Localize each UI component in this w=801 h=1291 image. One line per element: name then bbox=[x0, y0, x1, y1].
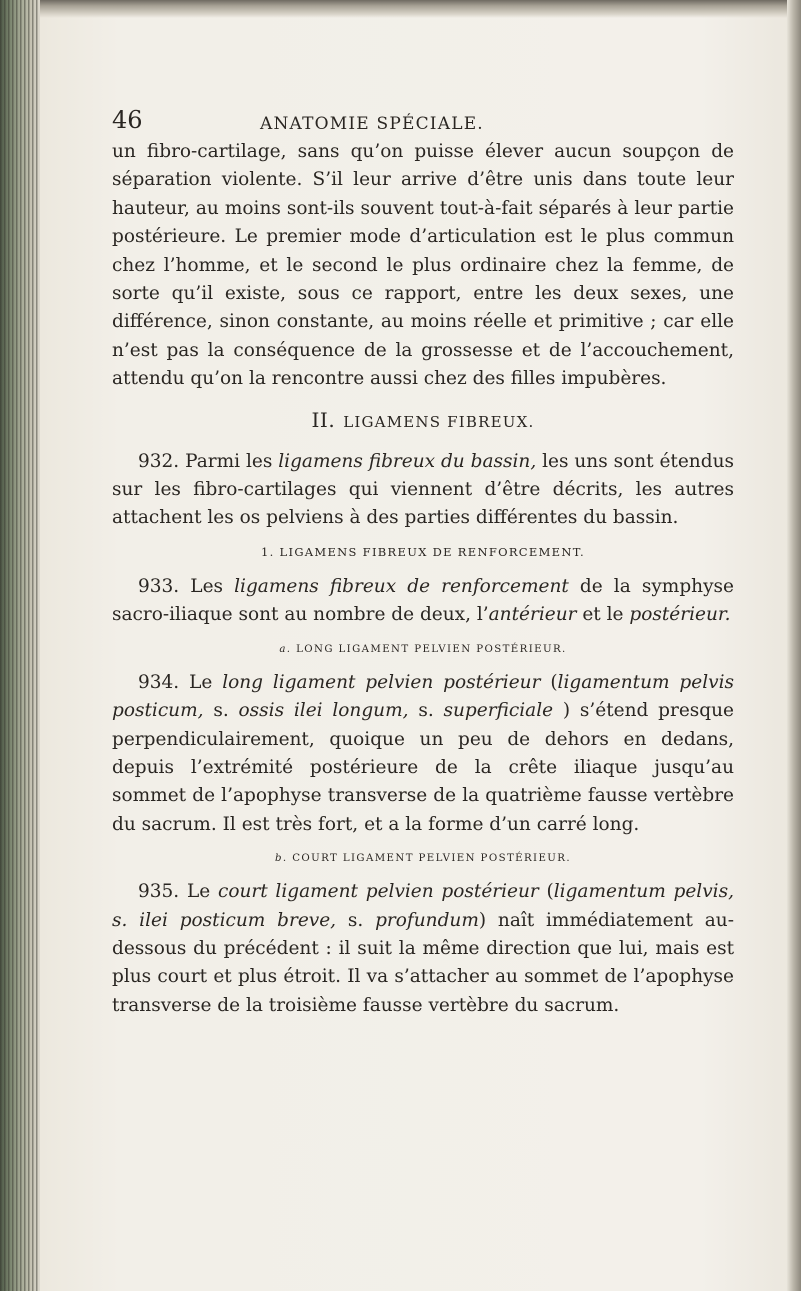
paragraph-932: 932. Parmi les ligamens fibreux du bassin, les uns sont étendus sur les fibro-cartilages qui viennent d’être décrits, les autres attachent les os pelviens à des parties différentes du bassin. bbox=[112, 450, 734, 529]
paragraph-number: 935. bbox=[138, 881, 180, 903]
paragraph-number: 932. bbox=[138, 450, 180, 472]
book-binding-edge bbox=[0, 0, 40, 1291]
paragraph-number: 934. bbox=[138, 671, 180, 693]
subsubsection-heading-b: b. COURT LIGAMENT PELVIEN POSTÉRIEUR. bbox=[274, 853, 572, 865]
subsection-heading-1: 1. LIGAMENS FIBREUX DE RENFORCEMENT. bbox=[261, 544, 585, 559]
paragraph-935: 935. Le court ligament pelvien postérieur (ligamentum pelvis, s. ilei posticum breve, s. profundum) naît immédiatement au-dessous du précédent : il suit la même direction que lui, mais est plus court et plus étroit. Il va s’attacher au sommet de l’apophyse transverse de la troisième fausse vertèbre du sacrum. bbox=[112, 881, 734, 1016]
paragraph-number: 933. bbox=[138, 575, 180, 597]
subsubsection-heading-a: a. LONG LIGAMENT PELVIEN POSTÉRIEUR. bbox=[279, 643, 567, 655]
paragraph-934: 934. Le long ligament pelvien postérieur (ligamentum pelvis posticum, s. ossis ilei longum, s. superficiale ) s’étend presque perpendiculairement, quoique un peu de dehors en dedans, depuis l’extrémité postérieure de la crête iliaque jusqu’au sommet de l’apophyse transverse de la quatrième fausse vertèbre du sacrum. Il est très fort, et a la forme d’un carré long. bbox=[112, 671, 735, 835]
paragraph-933: 933. Les ligamens fibreux de renforcement de la symphyse sacro-iliaque sont au nombre de deux, l’antérieur et le postérieur. bbox=[112, 575, 734, 626]
section-numeral: II. bbox=[311, 407, 336, 432]
page-top-edge bbox=[0, 0, 801, 18]
page-header bbox=[112, 106, 732, 140]
section-title: LIGAMENS FIBREUX. bbox=[343, 412, 535, 431]
page-number: 46 bbox=[112, 106, 143, 134]
paragraph-continuation: un fibro-cartilage, sans qu’on puisse élever aucun soupçon de séparation violente. S’il leur arrive d’être unis dans toute leur hauteur, au moins sont-ils souvent tout-à-fait séparés à leur partie postérieure. Le premier mode d’articulation est le plus commun chez l’homme, et le second le plus ordinaire chez la femme, de sorte qu’il existe, sous ce rapport, entre les deux sexes, une différence, sinon constante, au moins réelle et primitive ; car elle n’est pas la conséquence de la grossesse et de l’accouchement, attendu qu’on la rencontre aussi chez des filles impubères. bbox=[112, 141, 734, 390]
page-right-edge bbox=[787, 0, 801, 1291]
running-head: ANATOMIE SPÉCIALE. bbox=[260, 114, 484, 134]
section-heading-ii bbox=[112, 408, 734, 432]
body-text bbox=[112, 138, 734, 1020]
